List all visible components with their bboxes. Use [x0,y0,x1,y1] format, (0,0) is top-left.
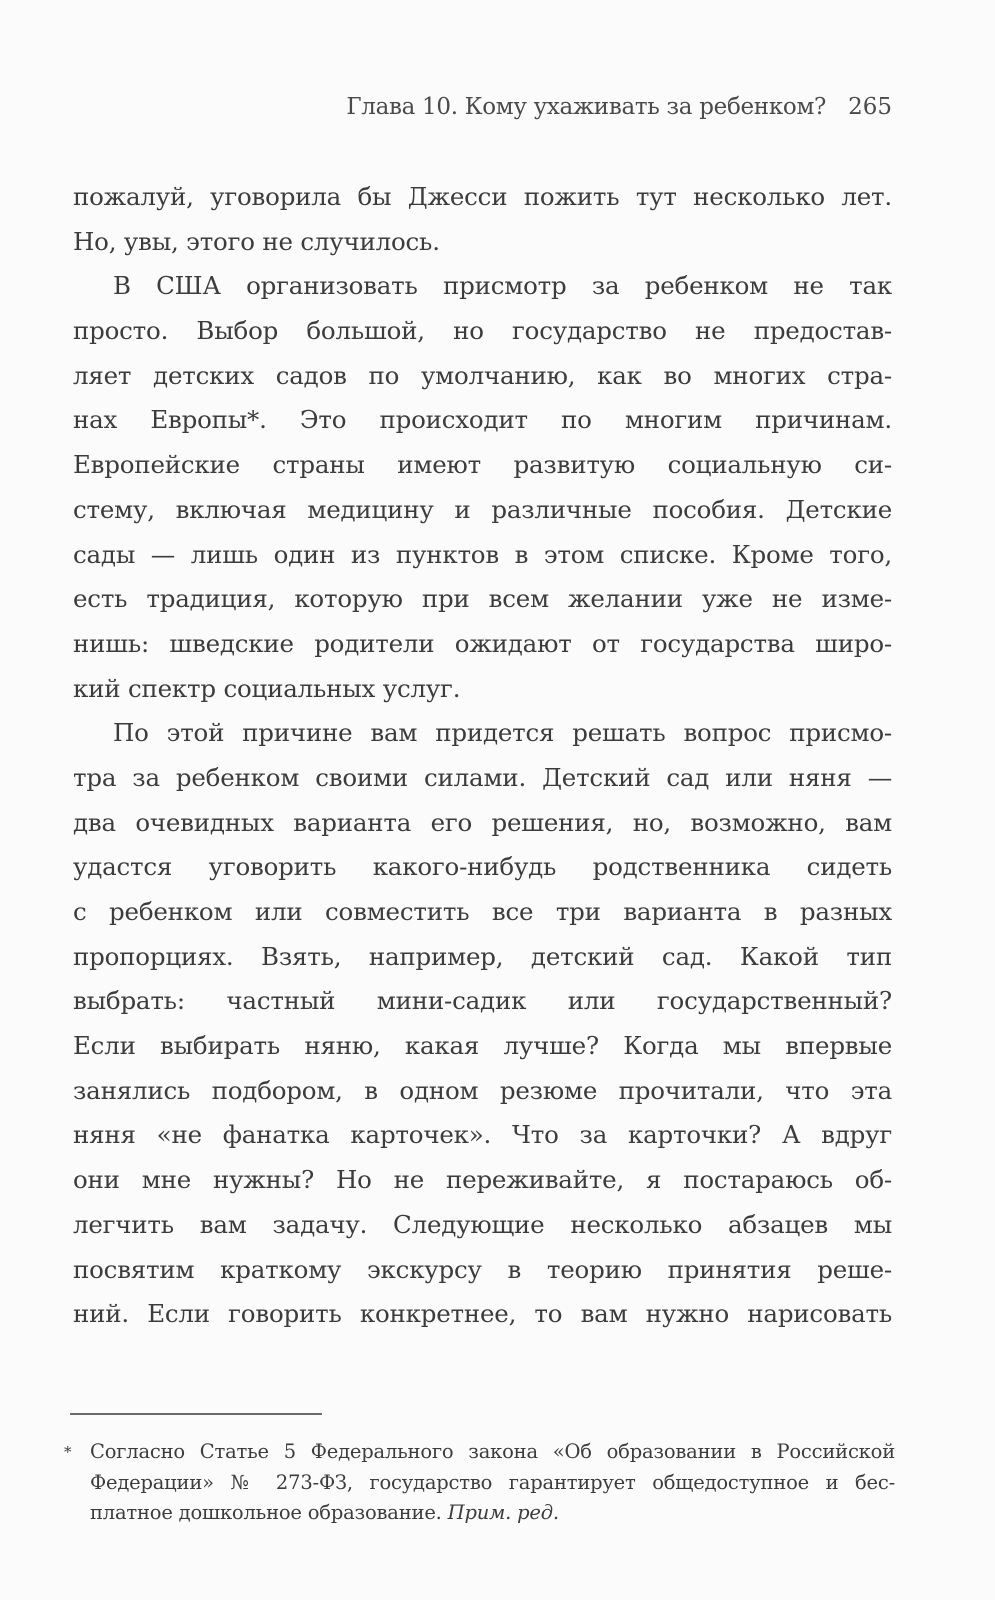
text-line: В США организовать присмотр за ребенком не так [113,271,892,301]
text-line: ляет детских садов по умолчанию, как во многих стра- [73,360,892,390]
body-text [73,175,892,1337]
text-line: ний. Если говорить конкретнее, то вам нужно нарисовать [73,1299,892,1329]
text-line: они мне нужны? Но не переживайте, я постараюсь об- [73,1165,892,1195]
text-line: занялись подбором, в одном резюме прочитали, что эта [73,1075,892,1105]
text-line: сады — лишь один из пунктов в этом списке. Кроме того, [73,539,892,569]
text-line: Европейские страны имеют развитую социальную си- [73,450,892,480]
chapter-title: Глава 10. Кому ухаживать за ребенком? [346,94,827,120]
text-line: легчить вам задачу. Следующие несколько абзацев мы [73,1209,892,1239]
editor-note: Прим. ред. [447,1501,559,1524]
running-head [346,96,892,119]
text-line: с ребенком или совместить все три варианта в разных [73,897,892,926]
text-line: тра за ребенком своими силами. Детский сад или няня — [73,762,892,792]
text-line: стему, включая медицину и различные пособия. Детские [73,494,892,524]
text-line: удастся уговорить какого-нибудь родственника сидеть [73,852,892,882]
footnote-marker: * [64,1443,72,1461]
footnote-text [90,1437,895,1529]
text-line: пожалуй, уговорила бы Джесси пожить тут несколько лет. [73,182,892,211]
text-line: няня «не фанатка карточек». Что за карточки? А вдруг [73,1120,892,1150]
footnote [60,1437,895,1529]
text-line: просто. Выбор большой, но государство не предостав- [73,316,892,346]
footnote-last-text: платное дошкольное образование. [90,1501,448,1524]
footnote-line: Федерации» № 273-ФЗ, государство гарантирует общедоступное и бес- [90,1470,895,1494]
text-line: нишь: шведские родители ожидают от государства широ- [73,628,892,658]
text-line: По этой причине вам придется решать вопрос присмо- [113,718,892,748]
text-line: посвятим краткому экскурсу в теорию принятия реше- [73,1254,892,1284]
footnote-line: Согласно Статье 5 Федерального закона «Об образовании в Российской [90,1440,895,1463]
text-line: Если выбирать няню, какая лучше? Когда мы впервые [73,1031,892,1061]
page-number: 265 [848,94,892,120]
text-line: есть традиция, которую при всем желании уже не изме- [73,584,892,614]
footnote-line [90,1498,895,1529]
text-line: нах Европы*. Это происходит по многим причинам. [73,405,892,435]
text-line: выбрать: частный мини-садик или государственный? [73,986,892,1016]
text-line: Но, увы, этого не случилось. [73,226,440,256]
text-line: два очевидных варианта его решения, но, возможно, вам [73,807,892,837]
text-line: кий спектр социальных услуг. [73,673,461,703]
footnote-divider [70,1413,322,1415]
text-line: пропорциях. Взять, например, детский сад. Какой тип [73,941,892,971]
